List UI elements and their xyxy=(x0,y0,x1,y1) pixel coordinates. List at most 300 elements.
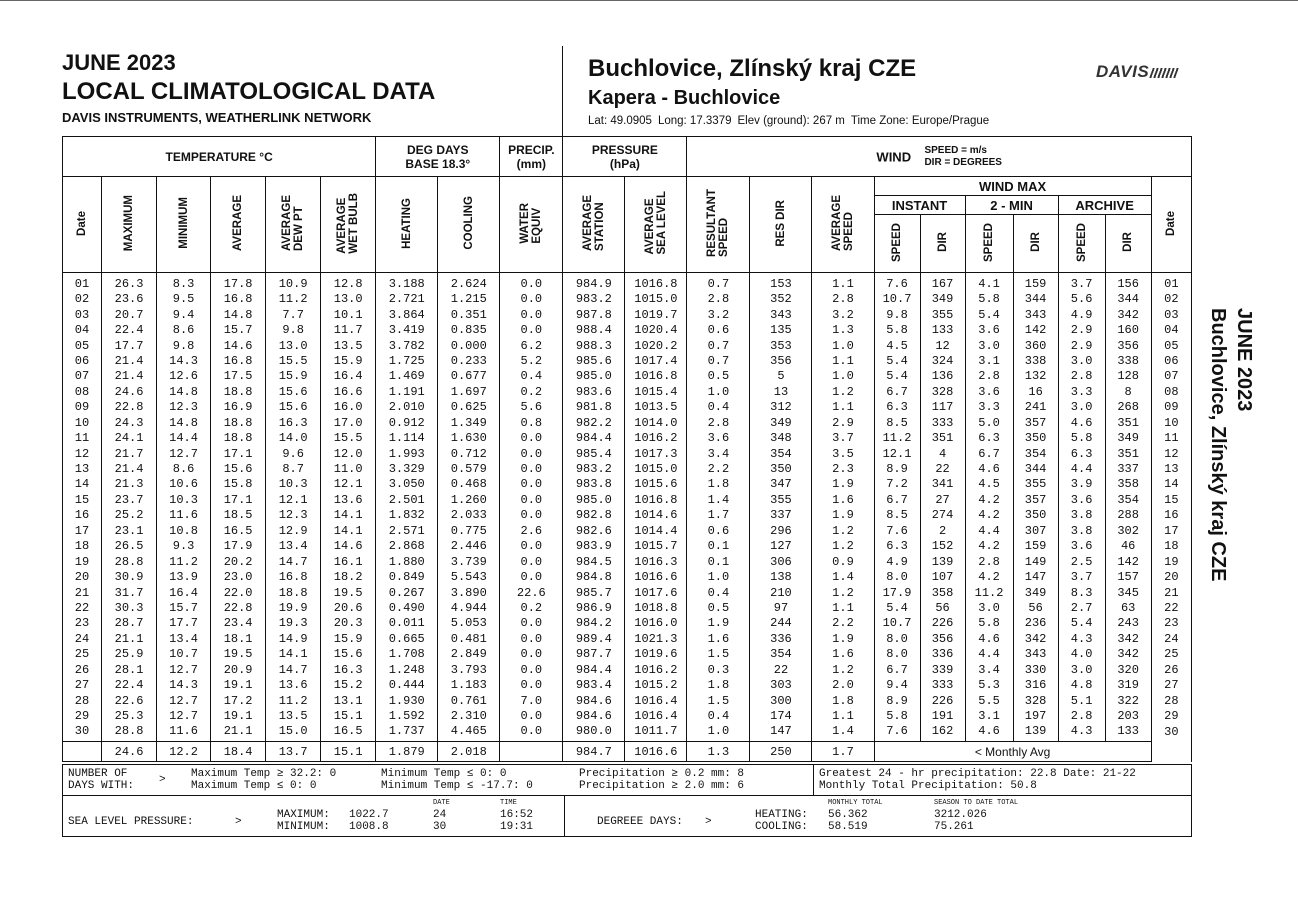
cell-station: 984.4 xyxy=(563,431,625,446)
cell-resultant: 0.4 xyxy=(687,585,750,600)
cell-archive-dir: 8 xyxy=(1105,385,1151,400)
cell-sealevel: 1016.3 xyxy=(625,554,687,569)
cell-archive-dir: 319 xyxy=(1105,678,1151,693)
cell-2min-speed: 4.1 xyxy=(965,273,1013,293)
cell-water: 0.0 xyxy=(500,323,563,338)
cell-heating: 1.880 xyxy=(376,554,438,569)
cooling-season: 75.261 xyxy=(934,821,974,833)
group-wind-max: WIND MAX xyxy=(874,177,1151,196)
cell-avg: 22.8 xyxy=(211,601,266,616)
cell-cooling: 5.053 xyxy=(438,616,500,631)
cell-avg: 18.8 xyxy=(211,416,266,431)
cell-wet: 13.0 xyxy=(321,292,376,307)
col-station: AVERAGE STATION xyxy=(563,177,625,273)
cell-date: 25 xyxy=(63,647,102,662)
cell-archive-speed: 2.9 xyxy=(1058,323,1105,338)
cell-station: 984.9 xyxy=(563,273,625,293)
cell-archive-speed: 2.7 xyxy=(1058,601,1105,616)
cell-heating: 3.782 xyxy=(376,338,438,353)
cell-resultant: 0.3 xyxy=(687,663,750,678)
cell-instant-speed: 10.7 xyxy=(874,616,920,631)
cell-avg-speed: 1.2 xyxy=(812,539,874,554)
cell-instant-dir: 226 xyxy=(920,693,965,708)
cell-sealevel: 1016.2 xyxy=(625,663,687,678)
cell-date: 24 xyxy=(63,632,102,647)
cell-cooling: 0.481 xyxy=(438,632,500,647)
cell-resultant: 0.6 xyxy=(687,323,750,338)
days-with-label-1: NUMBER OF xyxy=(68,768,128,780)
min-pressure-date: 30 xyxy=(433,821,447,833)
table-row xyxy=(63,369,1192,384)
cell-water: 0.0 xyxy=(500,724,563,742)
cell-date-right: 21 xyxy=(1151,585,1191,600)
cell-instant-speed: 6.3 xyxy=(874,400,920,415)
cell-dew: 14.1 xyxy=(266,647,321,662)
col-water: WATER EQUIV xyxy=(500,177,563,273)
min-temp-le: Minimum Temp ≤ 0: 0 xyxy=(381,768,507,780)
cell-avg: 16.5 xyxy=(211,524,266,539)
cell-max: 25.9 xyxy=(102,647,157,662)
avg-sealevel: 1016.6 xyxy=(625,742,687,762)
cell-heating: 1.725 xyxy=(376,354,438,369)
davis-logo: DAVIS xyxy=(1096,62,1177,82)
cell-sealevel: 1016.8 xyxy=(625,493,687,508)
cell-resultant: 0.1 xyxy=(687,554,750,569)
cell-2min-dir: 350 xyxy=(1013,508,1058,523)
cell-water: 7.0 xyxy=(500,693,563,708)
cell-res-dir: 352 xyxy=(750,292,812,307)
col-instant-speed: SPEED xyxy=(874,215,920,273)
cell-archive-speed: 5.6 xyxy=(1058,292,1105,307)
location-name: Buchlovice, Zlínský kraj CZE xyxy=(588,55,917,82)
cell-heating: 3.864 xyxy=(376,307,438,322)
cell-sealevel: 1020.2 xyxy=(625,338,687,353)
cell-instant-speed: 5.4 xyxy=(874,354,920,369)
cell-avg-speed: 1.6 xyxy=(812,647,874,662)
cell-heating: 0.665 xyxy=(376,632,438,647)
cell-avg-speed: 2.8 xyxy=(812,292,874,307)
cell-dew: 10.9 xyxy=(266,273,321,293)
cell-instant-dir: 191 xyxy=(920,709,965,724)
cooling-monthly: 58.519 xyxy=(828,821,868,833)
cell-min: 11.2 xyxy=(157,554,211,569)
cell-avg-speed: 3.5 xyxy=(812,446,874,461)
table-row xyxy=(63,416,1192,431)
table-row xyxy=(63,354,1192,369)
cell-2min-dir: 132 xyxy=(1013,369,1058,384)
cell-archive-speed: 3.3 xyxy=(1058,385,1105,400)
cell-dew: 13.0 xyxy=(266,338,321,353)
cell-archive-dir: 342 xyxy=(1105,647,1151,662)
cell-instant-speed: 8.0 xyxy=(874,570,920,585)
cell-date: 26 xyxy=(63,663,102,678)
cell-cooling: 0.761 xyxy=(438,693,500,708)
cell-instant-speed: 8.0 xyxy=(874,647,920,662)
table-row xyxy=(63,446,1192,461)
side-title xyxy=(1205,308,1257,581)
cell-archive-dir: 356 xyxy=(1105,338,1151,353)
col-avg-speed: AVERAGE SPEED xyxy=(812,177,874,273)
cell-archive-dir: 342 xyxy=(1105,632,1151,647)
cell-sealevel: 1011.7 xyxy=(625,724,687,742)
footer-divider-2 xyxy=(564,795,565,837)
cell-water: 0.0 xyxy=(500,539,563,554)
cell-instant-speed: 6.7 xyxy=(874,385,920,400)
cell-res-dir: 127 xyxy=(750,539,812,554)
cell-date-right: 20 xyxy=(1151,570,1191,585)
cell-archive-dir: 345 xyxy=(1105,585,1151,600)
cell-water: 0.0 xyxy=(500,273,563,293)
time-header: TIME xyxy=(500,799,517,807)
cell-date: 20 xyxy=(63,570,102,585)
cell-instant-speed: 8.5 xyxy=(874,416,920,431)
table-row xyxy=(63,570,1192,585)
table-row xyxy=(63,693,1192,708)
cell-avg-speed: 1.2 xyxy=(812,663,874,678)
side-title-month: JUNE 2023 xyxy=(1233,308,1255,412)
cell-min: 9.8 xyxy=(157,338,211,353)
col-avg-wet: AVERAGE WET BULB xyxy=(321,177,376,273)
cell-max: 21.3 xyxy=(102,477,157,492)
cell-archive-speed: 3.7 xyxy=(1058,273,1105,293)
cell-2min-speed: 3.0 xyxy=(965,338,1013,353)
cell-archive-speed: 4.0 xyxy=(1058,647,1105,662)
cell-station: 982.8 xyxy=(563,508,625,523)
cell-cooling: 1.260 xyxy=(438,493,500,508)
cell-res-dir: 296 xyxy=(750,524,812,539)
cell-min: 12.7 xyxy=(157,663,211,678)
cell-min: 13.9 xyxy=(157,570,211,585)
max-pressure-time: 16:52 xyxy=(500,809,534,821)
cell-archive-dir: 157 xyxy=(1105,570,1151,585)
cell-date: 02 xyxy=(63,292,102,307)
cell-avg-speed: 1.2 xyxy=(812,585,874,600)
cell-date: 18 xyxy=(63,539,102,554)
cell-water: 0.0 xyxy=(500,632,563,647)
cell-cooling: 4.944 xyxy=(438,601,500,616)
cell-heating: 3.419 xyxy=(376,323,438,338)
table-row xyxy=(63,663,1192,678)
cell-min: 9.4 xyxy=(157,307,211,322)
cell-instant-dir: 152 xyxy=(920,539,965,554)
col-sealevel: AVERAGE SEA LEVEL xyxy=(625,177,687,273)
cell-sealevel: 1015.6 xyxy=(625,477,687,492)
cell-archive-dir: 358 xyxy=(1105,477,1151,492)
cell-heating: 2.868 xyxy=(376,539,438,554)
cell-water: 0.2 xyxy=(500,601,563,616)
table-row xyxy=(63,400,1192,415)
cell-instant-dir: 56 xyxy=(920,601,965,616)
cell-cooling: 1.630 xyxy=(438,431,500,446)
col-archive-speed: SPEED xyxy=(1058,215,1105,273)
table-row xyxy=(63,678,1192,693)
cell-water: 0.0 xyxy=(500,292,563,307)
cell-cooling: 4.465 xyxy=(438,724,500,742)
cell-dew: 8.7 xyxy=(266,462,321,477)
cell-resultant: 3.2 xyxy=(687,307,750,322)
cell-2min-speed: 4.4 xyxy=(965,524,1013,539)
cell-sealevel: 1020.4 xyxy=(625,323,687,338)
cell-instant-speed: 9.8 xyxy=(874,307,920,322)
cell-station: 985.7 xyxy=(563,585,625,600)
cell-dew: 7.7 xyxy=(266,307,321,322)
cell-date: 10 xyxy=(63,416,102,431)
cell-archive-speed: 4.8 xyxy=(1058,678,1105,693)
cell-heating: 3.329 xyxy=(376,462,438,477)
timezone: Time Zone: Europe/Prague xyxy=(850,115,990,127)
cell-sealevel: 1016.8 xyxy=(625,273,687,293)
table-row xyxy=(63,477,1192,492)
cell-instant-speed: 8.9 xyxy=(874,693,920,708)
cell-water: 0.4 xyxy=(500,369,563,384)
cell-2min-dir: 307 xyxy=(1013,524,1058,539)
cell-date-right: 14 xyxy=(1151,477,1191,492)
cell-wet: 15.9 xyxy=(321,632,376,647)
cell-cooling: 1.349 xyxy=(438,416,500,431)
cell-date: 16 xyxy=(63,508,102,523)
cell-instant-speed: 8.9 xyxy=(874,462,920,477)
precip-ge-20: Precipitation ≥ 2.0 mm: 6 xyxy=(579,780,745,792)
cell-instant-dir: 162 xyxy=(920,724,965,742)
avg-resultant: 1.3 xyxy=(687,742,750,762)
cell-min: 12.6 xyxy=(157,369,211,384)
cell-avg: 20.2 xyxy=(211,554,266,569)
cell-max: 23.6 xyxy=(102,292,157,307)
cell-date-right: 05 xyxy=(1151,338,1191,353)
cell-avg-speed: 1.1 xyxy=(812,354,874,369)
cell-dew: 15.9 xyxy=(266,369,321,384)
cell-2min-speed: 4.2 xyxy=(965,493,1013,508)
cell-heating: 2.010 xyxy=(376,400,438,415)
cell-archive-speed: 3.0 xyxy=(1058,663,1105,678)
cell-cooling: 3.739 xyxy=(438,554,500,569)
cell-wet: 16.1 xyxy=(321,554,376,569)
cell-max: 26.5 xyxy=(102,539,157,554)
table-row xyxy=(63,508,1192,523)
cell-cooling: 0.233 xyxy=(438,354,500,369)
cell-2min-dir: 197 xyxy=(1013,709,1058,724)
cell-min: 15.7 xyxy=(157,601,211,616)
cell-avg: 18.8 xyxy=(211,431,266,446)
cell-resultant: 1.5 xyxy=(687,693,750,708)
cell-2min-dir: 338 xyxy=(1013,354,1058,369)
cell-max: 23.1 xyxy=(102,524,157,539)
cell-water: 0.0 xyxy=(500,431,563,446)
cell-date: 13 xyxy=(63,462,102,477)
cell-min: 11.6 xyxy=(157,724,211,742)
cell-res-dir: 354 xyxy=(750,647,812,662)
cell-station: 984.4 xyxy=(563,663,625,678)
avg-empty-right xyxy=(1151,742,1191,762)
cell-date: 27 xyxy=(63,678,102,693)
cell-2min-speed: 2.8 xyxy=(965,369,1013,384)
avg-avg-speed: 1.7 xyxy=(812,742,874,762)
group-temperature: TEMPERATURE °C xyxy=(63,137,376,177)
cell-2min-dir: 343 xyxy=(1013,307,1058,322)
cell-sealevel: 1014.0 xyxy=(625,416,687,431)
cell-archive-dir: 288 xyxy=(1105,508,1151,523)
cell-avg-speed: 3.7 xyxy=(812,431,874,446)
header-divider xyxy=(562,46,563,136)
cell-max: 22.4 xyxy=(102,678,157,693)
cell-water: 0.0 xyxy=(500,647,563,662)
cell-sealevel: 1015.0 xyxy=(625,292,687,307)
cell-dew: 15.6 xyxy=(266,385,321,400)
cell-2min-speed: 11.2 xyxy=(965,585,1013,600)
cell-min: 14.3 xyxy=(157,354,211,369)
cell-avg: 14.8 xyxy=(211,307,266,322)
cell-2min-dir: 147 xyxy=(1013,570,1058,585)
cell-res-dir: 147 xyxy=(750,724,812,742)
cell-cooling: 5.543 xyxy=(438,570,500,585)
group-wind: WIND SPEED = m/s DIR = DEGREES xyxy=(687,137,1192,177)
cell-wet: 16.0 xyxy=(321,400,376,415)
station-name: Kapera - Buchlovice xyxy=(588,87,781,109)
cell-res-dir: 356 xyxy=(750,354,812,369)
cell-2min-speed: 2.8 xyxy=(965,554,1013,569)
cell-avg: 19.1 xyxy=(211,709,266,724)
cell-resultant: 1.0 xyxy=(687,570,750,585)
cell-res-dir: 138 xyxy=(750,570,812,585)
col-cooling: COOLING xyxy=(438,177,500,273)
cell-avg: 14.6 xyxy=(211,338,266,353)
cell-dew: 12.3 xyxy=(266,508,321,523)
avg-min: 12.2 xyxy=(157,742,211,762)
cell-2min-dir: 330 xyxy=(1013,663,1058,678)
cell-wet: 16.5 xyxy=(321,724,376,742)
cell-resultant: 1.6 xyxy=(687,632,750,647)
cell-dew: 16.8 xyxy=(266,570,321,585)
cell-max: 22.6 xyxy=(102,693,157,708)
table-row xyxy=(63,493,1192,508)
cell-station: 986.9 xyxy=(563,601,625,616)
cell-cooling: 2.310 xyxy=(438,709,500,724)
cell-station: 984.8 xyxy=(563,570,625,585)
cell-instant-dir: 358 xyxy=(920,585,965,600)
col-2min-dir: DIR xyxy=(1013,215,1058,273)
cell-station: 984.5 xyxy=(563,554,625,569)
cell-station: 983.6 xyxy=(563,385,625,400)
cell-date-right: 12 xyxy=(1151,446,1191,461)
cell-sealevel: 1016.8 xyxy=(625,369,687,384)
cell-avg: 16.8 xyxy=(211,292,266,307)
cell-station: 983.2 xyxy=(563,292,625,307)
cell-avg: 15.7 xyxy=(211,323,266,338)
cell-date-right: 15 xyxy=(1151,493,1191,508)
cell-sealevel: 1015.4 xyxy=(625,385,687,400)
cell-instant-dir: 333 xyxy=(920,678,965,693)
cell-min: 10.6 xyxy=(157,477,211,492)
cell-resultant: 3.6 xyxy=(687,431,750,446)
cell-water: 22.6 xyxy=(500,585,563,600)
min-temp-le2: Minimum Temp ≤ -17.7: 0 xyxy=(381,780,533,792)
cell-instant-dir: 2 xyxy=(920,524,965,539)
sea-level-label: SEA LEVEL PRESSURE: xyxy=(68,816,194,828)
cell-station: 981.8 xyxy=(563,400,625,415)
cell-dew: 13.5 xyxy=(266,709,321,724)
cell-archive-dir: 320 xyxy=(1105,663,1151,678)
cell-min: 12.7 xyxy=(157,446,211,461)
cell-resultant: 1.5 xyxy=(687,647,750,662)
cell-res-dir: 13 xyxy=(750,385,812,400)
cell-avg-speed: 1.4 xyxy=(812,570,874,585)
cell-station: 987.7 xyxy=(563,647,625,662)
cell-min: 10.7 xyxy=(157,647,211,662)
avg-cooling: 2.018 xyxy=(438,742,500,762)
cell-instant-speed: 7.6 xyxy=(874,273,920,293)
heating-season: 3212.026 xyxy=(934,809,987,821)
cell-date-right: 29 xyxy=(1151,709,1191,724)
cell-avg: 18.1 xyxy=(211,632,266,647)
cell-station: 982.2 xyxy=(563,416,625,431)
cell-2min-dir: 328 xyxy=(1013,693,1058,708)
cell-avg-speed: 1.1 xyxy=(812,400,874,415)
cell-cooling: 1.215 xyxy=(438,292,500,307)
cell-resultant: 0.5 xyxy=(687,601,750,616)
cell-sealevel: 1013.5 xyxy=(625,400,687,415)
avg-heating: 1.879 xyxy=(376,742,438,762)
cell-archive-dir: 156 xyxy=(1105,273,1151,293)
cell-archive-dir: 133 xyxy=(1105,724,1151,742)
degree-days-label: DEGREEE DAYS: xyxy=(597,816,683,828)
cell-water: 0.0 xyxy=(500,493,563,508)
cell-avg: 17.5 xyxy=(211,369,266,384)
cell-water: 0.0 xyxy=(500,462,563,477)
cell-resultant: 2.8 xyxy=(687,292,750,307)
cell-date: 08 xyxy=(63,385,102,400)
cell-res-dir: 312 xyxy=(750,400,812,415)
cell-2min-speed: 5.8 xyxy=(965,292,1013,307)
cell-date-right: 09 xyxy=(1151,400,1191,415)
cell-res-dir: 353 xyxy=(750,338,812,353)
cell-water: 6.2 xyxy=(500,338,563,353)
cell-date-right: 04 xyxy=(1151,323,1191,338)
cell-2min-speed: 5.4 xyxy=(965,307,1013,322)
cell-water: 0.0 xyxy=(500,709,563,724)
cell-dew: 15.0 xyxy=(266,724,321,742)
cell-archive-dir: 268 xyxy=(1105,400,1151,415)
cell-instant-speed: 8.0 xyxy=(874,632,920,647)
cell-avg: 22.0 xyxy=(211,585,266,600)
cell-2min-dir: 357 xyxy=(1013,493,1058,508)
cell-instant-dir: 336 xyxy=(920,647,965,662)
cell-dew: 14.0 xyxy=(266,431,321,446)
cell-archive-speed: 4.6 xyxy=(1058,416,1105,431)
cell-avg: 15.6 xyxy=(211,462,266,477)
latitude: Lat: 49.0905 xyxy=(588,115,652,127)
cell-date-right: 10 xyxy=(1151,416,1191,431)
monthly-total-header: MONTHLY TOTAL xyxy=(828,799,883,807)
cell-date-right: 08 xyxy=(1151,385,1191,400)
cell-date-right: 17 xyxy=(1151,524,1191,539)
cell-instant-speed: 7.6 xyxy=(874,724,920,742)
cell-res-dir: 210 xyxy=(750,585,812,600)
cell-resultant: 2.8 xyxy=(687,416,750,431)
cell-res-dir: 22 xyxy=(750,663,812,678)
col-average: AVERAGE xyxy=(211,177,266,273)
cell-resultant: 0.7 xyxy=(687,338,750,353)
cell-2min-dir: 344 xyxy=(1013,292,1058,307)
cell-wet: 13.6 xyxy=(321,493,376,508)
cell-avg-speed: 1.3 xyxy=(812,323,874,338)
cell-water: 0.0 xyxy=(500,477,563,492)
date-header: DATE xyxy=(433,799,450,807)
cell-min: 16.4 xyxy=(157,585,211,600)
cell-max: 24.1 xyxy=(102,431,157,446)
cell-wet: 19.5 xyxy=(321,585,376,600)
heating-label: HEATING: xyxy=(755,809,808,821)
cell-date-right: 02 xyxy=(1151,292,1191,307)
